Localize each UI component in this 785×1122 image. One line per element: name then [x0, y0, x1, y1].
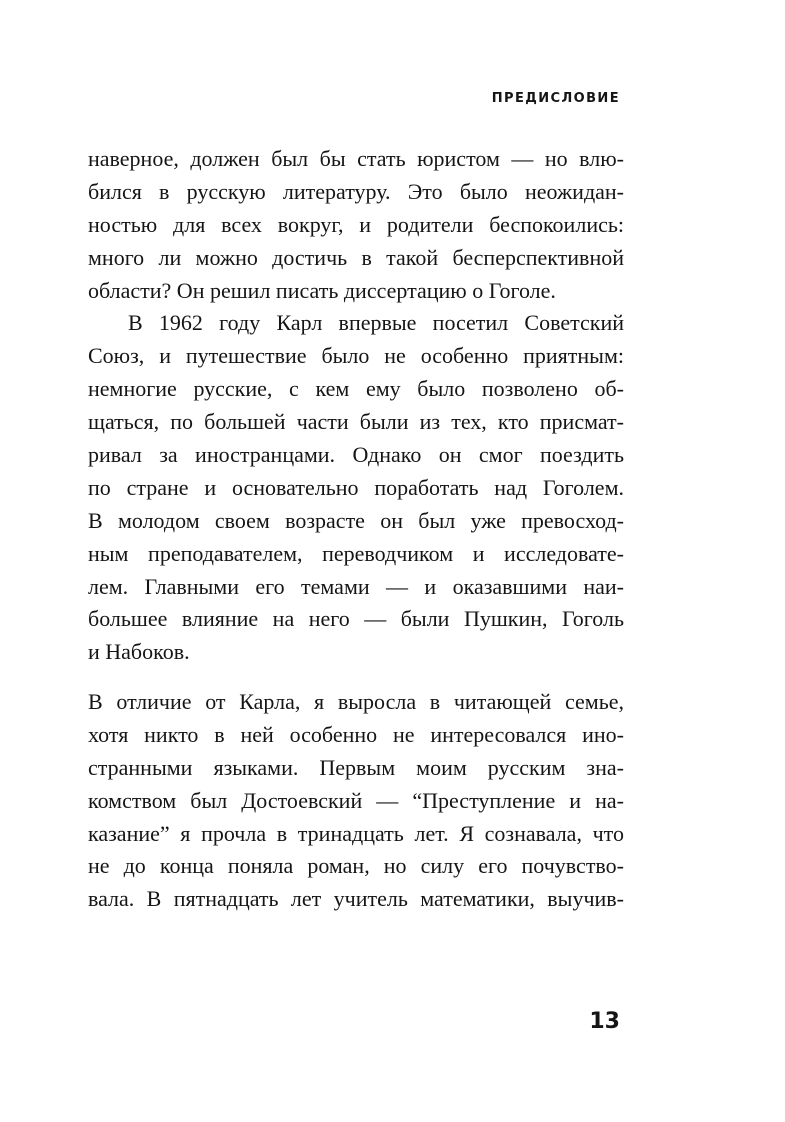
- text-line: хотя никто в ней особенно не интересовался ино-: [88, 721, 624, 747]
- text-line: комством был Достоевский — “Преступление и на-: [88, 787, 624, 813]
- text-line: много ли можно достичь в такой бесперспективной: [88, 244, 624, 270]
- text-line: Союз, и путешествие было не особенно приятным:: [88, 343, 624, 369]
- text-line: вала. В пятнадцать лет учитель математики, выучив-: [88, 886, 624, 912]
- text-line: ным преподавателем, переводчиком и исследовате-: [88, 540, 624, 566]
- text-line: немногие русские, с кем ему было позволено об-: [88, 376, 624, 402]
- page-number: 13: [589, 1009, 620, 1034]
- running-header: ПРЕДИСЛОВИЕ: [491, 91, 620, 106]
- text-line: казание” я прочла в тринадцать лет. Я сознавала, что: [88, 820, 624, 846]
- text-block-bottom: [88, 686, 624, 916]
- text-line: и Набоков.: [88, 639, 190, 665]
- text-line: В отличие от Карла, я выросла в читающей семье,: [88, 689, 624, 714]
- text-line: ностью для всех вокруг, и родители беспокоились:: [88, 211, 624, 237]
- text-line: по стране и основательно поработать над Гоголем.: [88, 474, 624, 500]
- text-line: наверное, должен был бы стать юристом — но влю-: [88, 146, 624, 171]
- text-line: области? Он решил писать диссертацию о Гоголе.: [88, 277, 556, 303]
- text-block-top: [88, 143, 624, 669]
- text-line: щаться, по большей части были из тех, кто присмат-: [88, 409, 624, 435]
- text-line: не до конца поняла роман, но силу его почувство-: [88, 853, 624, 879]
- text-line: лем. Главными его темами — и оказавшими наи-: [88, 573, 624, 599]
- text-line: В 1962 году Карл впервые посетил Советский: [128, 310, 624, 336]
- text-line: странными языками. Первым моим русским зна-: [88, 754, 624, 780]
- text-line: бился в русскую литературу. Это было неожидан-: [88, 178, 624, 204]
- text-line: большее влияние на него — были Пушкин, Гоголь: [88, 606, 624, 632]
- text-line: В молодом своем возрасте он был уже превосход-: [88, 507, 624, 533]
- text-line: ривал за иностранцами. Однако он смог поездить: [88, 442, 624, 468]
